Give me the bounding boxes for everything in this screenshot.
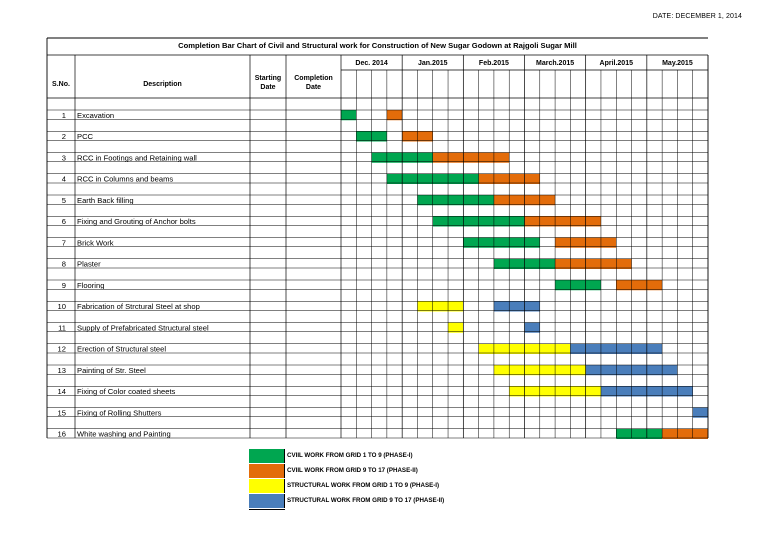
legend-swatch xyxy=(249,449,285,463)
legend-swatch xyxy=(249,479,285,493)
header-completion-date: Date xyxy=(305,84,322,91)
row-description: Earth Back filling xyxy=(77,195,134,205)
row-description: RCC in Columns and beams xyxy=(77,174,174,184)
row-description: Brick Work xyxy=(77,238,114,248)
month-header: March.2015 xyxy=(536,60,575,67)
header-starting-date: Date xyxy=(260,84,276,91)
row-number: 14 xyxy=(57,387,66,396)
header-completion-date: Completion xyxy=(294,75,333,82)
bar-green xyxy=(341,110,356,120)
bar-orange xyxy=(433,153,509,163)
bar-yellow xyxy=(448,323,463,333)
bar-orange xyxy=(616,280,662,290)
row-number: 10 xyxy=(57,302,66,311)
bar-green xyxy=(555,280,601,290)
bar-green xyxy=(463,238,539,248)
month-header: Feb.2015 xyxy=(478,60,509,67)
row-description: Excavation xyxy=(77,110,115,120)
bar-blue xyxy=(693,408,708,418)
row-number: 8 xyxy=(61,259,66,269)
header-sno: S.No. xyxy=(52,81,70,88)
row-number: 12 xyxy=(57,344,66,354)
legend-label: STRUCTURAL WORK FROM GRID 9 TO 17 (PHASE-II) xyxy=(287,497,445,504)
document-date: DATE: DECEMBER 1, 2014 xyxy=(652,13,742,20)
row-description: Erection of Structural steel xyxy=(77,344,167,354)
row-description: Plaster xyxy=(77,259,101,269)
bar-yellow xyxy=(417,301,463,311)
row-number: 13 xyxy=(57,365,66,375)
row-number: 3 xyxy=(61,153,66,163)
row-description: Fixing of Color coated sheets xyxy=(77,387,176,396)
bar-orange xyxy=(555,259,631,269)
header-description: Description xyxy=(143,81,182,88)
row-number: 9 xyxy=(61,280,66,290)
row-number: 11 xyxy=(58,323,66,333)
bar-orange xyxy=(662,429,708,439)
legend-swatch xyxy=(249,464,285,478)
bar-orange xyxy=(525,216,601,226)
month-header: May.2015 xyxy=(662,60,693,67)
row-description: Painting of Str. Steel xyxy=(77,365,146,375)
legend-swatch xyxy=(249,494,285,508)
row-number: 1 xyxy=(61,110,66,120)
row-number: 7 xyxy=(61,238,66,248)
row-description: Supply of Prefabricated Structural steel xyxy=(77,323,209,333)
row-description: Flooring xyxy=(77,280,105,290)
bar-green xyxy=(616,429,662,439)
row-number: 5 xyxy=(61,195,66,205)
month-header: Jan.2015 xyxy=(417,60,448,67)
row-number: 15 xyxy=(57,408,66,418)
row-description: Fabrication of Strctural Steel at shop xyxy=(77,302,200,311)
legend-label: STRUCTURAL WORK FROM GRID 1 TO 9 (PHASE-I) xyxy=(287,482,440,489)
legend-divider xyxy=(249,509,285,510)
row-description: Fixing of Rolling Shutters xyxy=(77,408,162,418)
row-description: Fixing and Grouting of Anchor bolts xyxy=(77,217,196,226)
row-description: PCC xyxy=(77,132,94,141)
month-header: April.2015 xyxy=(599,60,633,67)
header-starting-date: Starting xyxy=(254,75,282,82)
row-description: RCC in Footings and Retaining wall xyxy=(77,153,197,163)
bar-green xyxy=(417,195,493,205)
month-header: Dec. 2014 xyxy=(355,60,388,67)
row-description: White washing and Painting xyxy=(77,429,171,439)
row-number: 6 xyxy=(61,217,66,226)
bar-orange xyxy=(387,110,402,120)
legend-label: CVIIL WORK FROM GRID 1 TO 9 (PHASE-I) xyxy=(287,452,413,459)
bar-blue xyxy=(525,323,540,333)
legend-label: CVIIL WORK FROM GRID 9 TO 17 (PHASE-II) xyxy=(287,467,418,474)
chart-title: Completion Bar Chart of Civil and Structural work for Construction of New Sugar Godown at Rajgoli Sugar Mill xyxy=(178,41,577,50)
row-number: 16 xyxy=(57,429,66,439)
row-number: 2 xyxy=(61,132,66,141)
row-number: 4 xyxy=(61,174,66,184)
bar-blue xyxy=(494,301,540,311)
